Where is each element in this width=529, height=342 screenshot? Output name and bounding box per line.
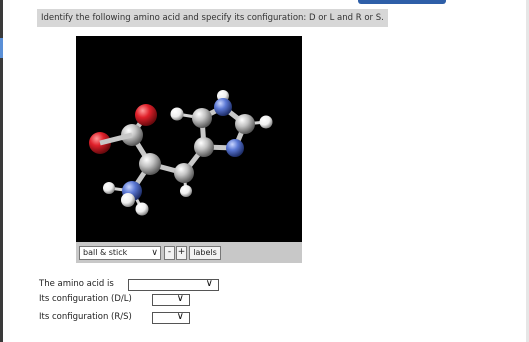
render-style-value: ball & stick [83, 248, 128, 257]
reference-tab[interactable] [358, 0, 446, 4]
carbon-atom [194, 137, 214, 157]
viewer-toolbar [76, 242, 302, 263]
hydrogen-atom [121, 193, 135, 207]
dl-config-select[interactable] [152, 294, 190, 306]
hydrogen-atom [180, 185, 192, 197]
rs-config-label: Its configuration (R/S) [39, 312, 132, 322]
chevron-down-icon: ∨ [205, 278, 213, 289]
rs-config-select[interactable] [152, 312, 190, 324]
hydrogen-atom [171, 108, 184, 121]
zoom-in-button[interactable]: + [176, 246, 187, 260]
amino-acid-select[interactable] [128, 279, 219, 291]
molecule-viewer[interactable] [76, 36, 302, 263]
render-style-select[interactable] [79, 246, 161, 260]
dl-config-label: Its configuration (D/L) [39, 294, 132, 304]
nitrogen-atom [214, 98, 232, 116]
chevron-down-icon: ∨ [176, 293, 184, 304]
labels-button[interactable]: labels [189, 246, 221, 260]
carbon-atom [192, 108, 212, 128]
carbon-atom [174, 163, 194, 183]
hydrogen-atom [103, 182, 115, 194]
hydrogen-atom [136, 203, 149, 216]
molecule-model [76, 36, 302, 242]
hydrogen-atom [260, 116, 273, 129]
nitrogen-atom [226, 139, 244, 157]
oxygen-atom [135, 104, 157, 126]
carbon-atom [235, 114, 255, 134]
carbon-atom [139, 153, 161, 175]
left-rail-accent [0, 38, 3, 58]
chevron-down-icon: ∨ [151, 248, 158, 258]
amino-acid-label: The amino acid is [39, 279, 114, 289]
question-prompt: Identify the following amino acid and specify its configuration: D or L and R or S. [37, 9, 388, 27]
chevron-down-icon: ∨ [176, 311, 184, 322]
zoom-out-button[interactable]: - [164, 246, 175, 260]
